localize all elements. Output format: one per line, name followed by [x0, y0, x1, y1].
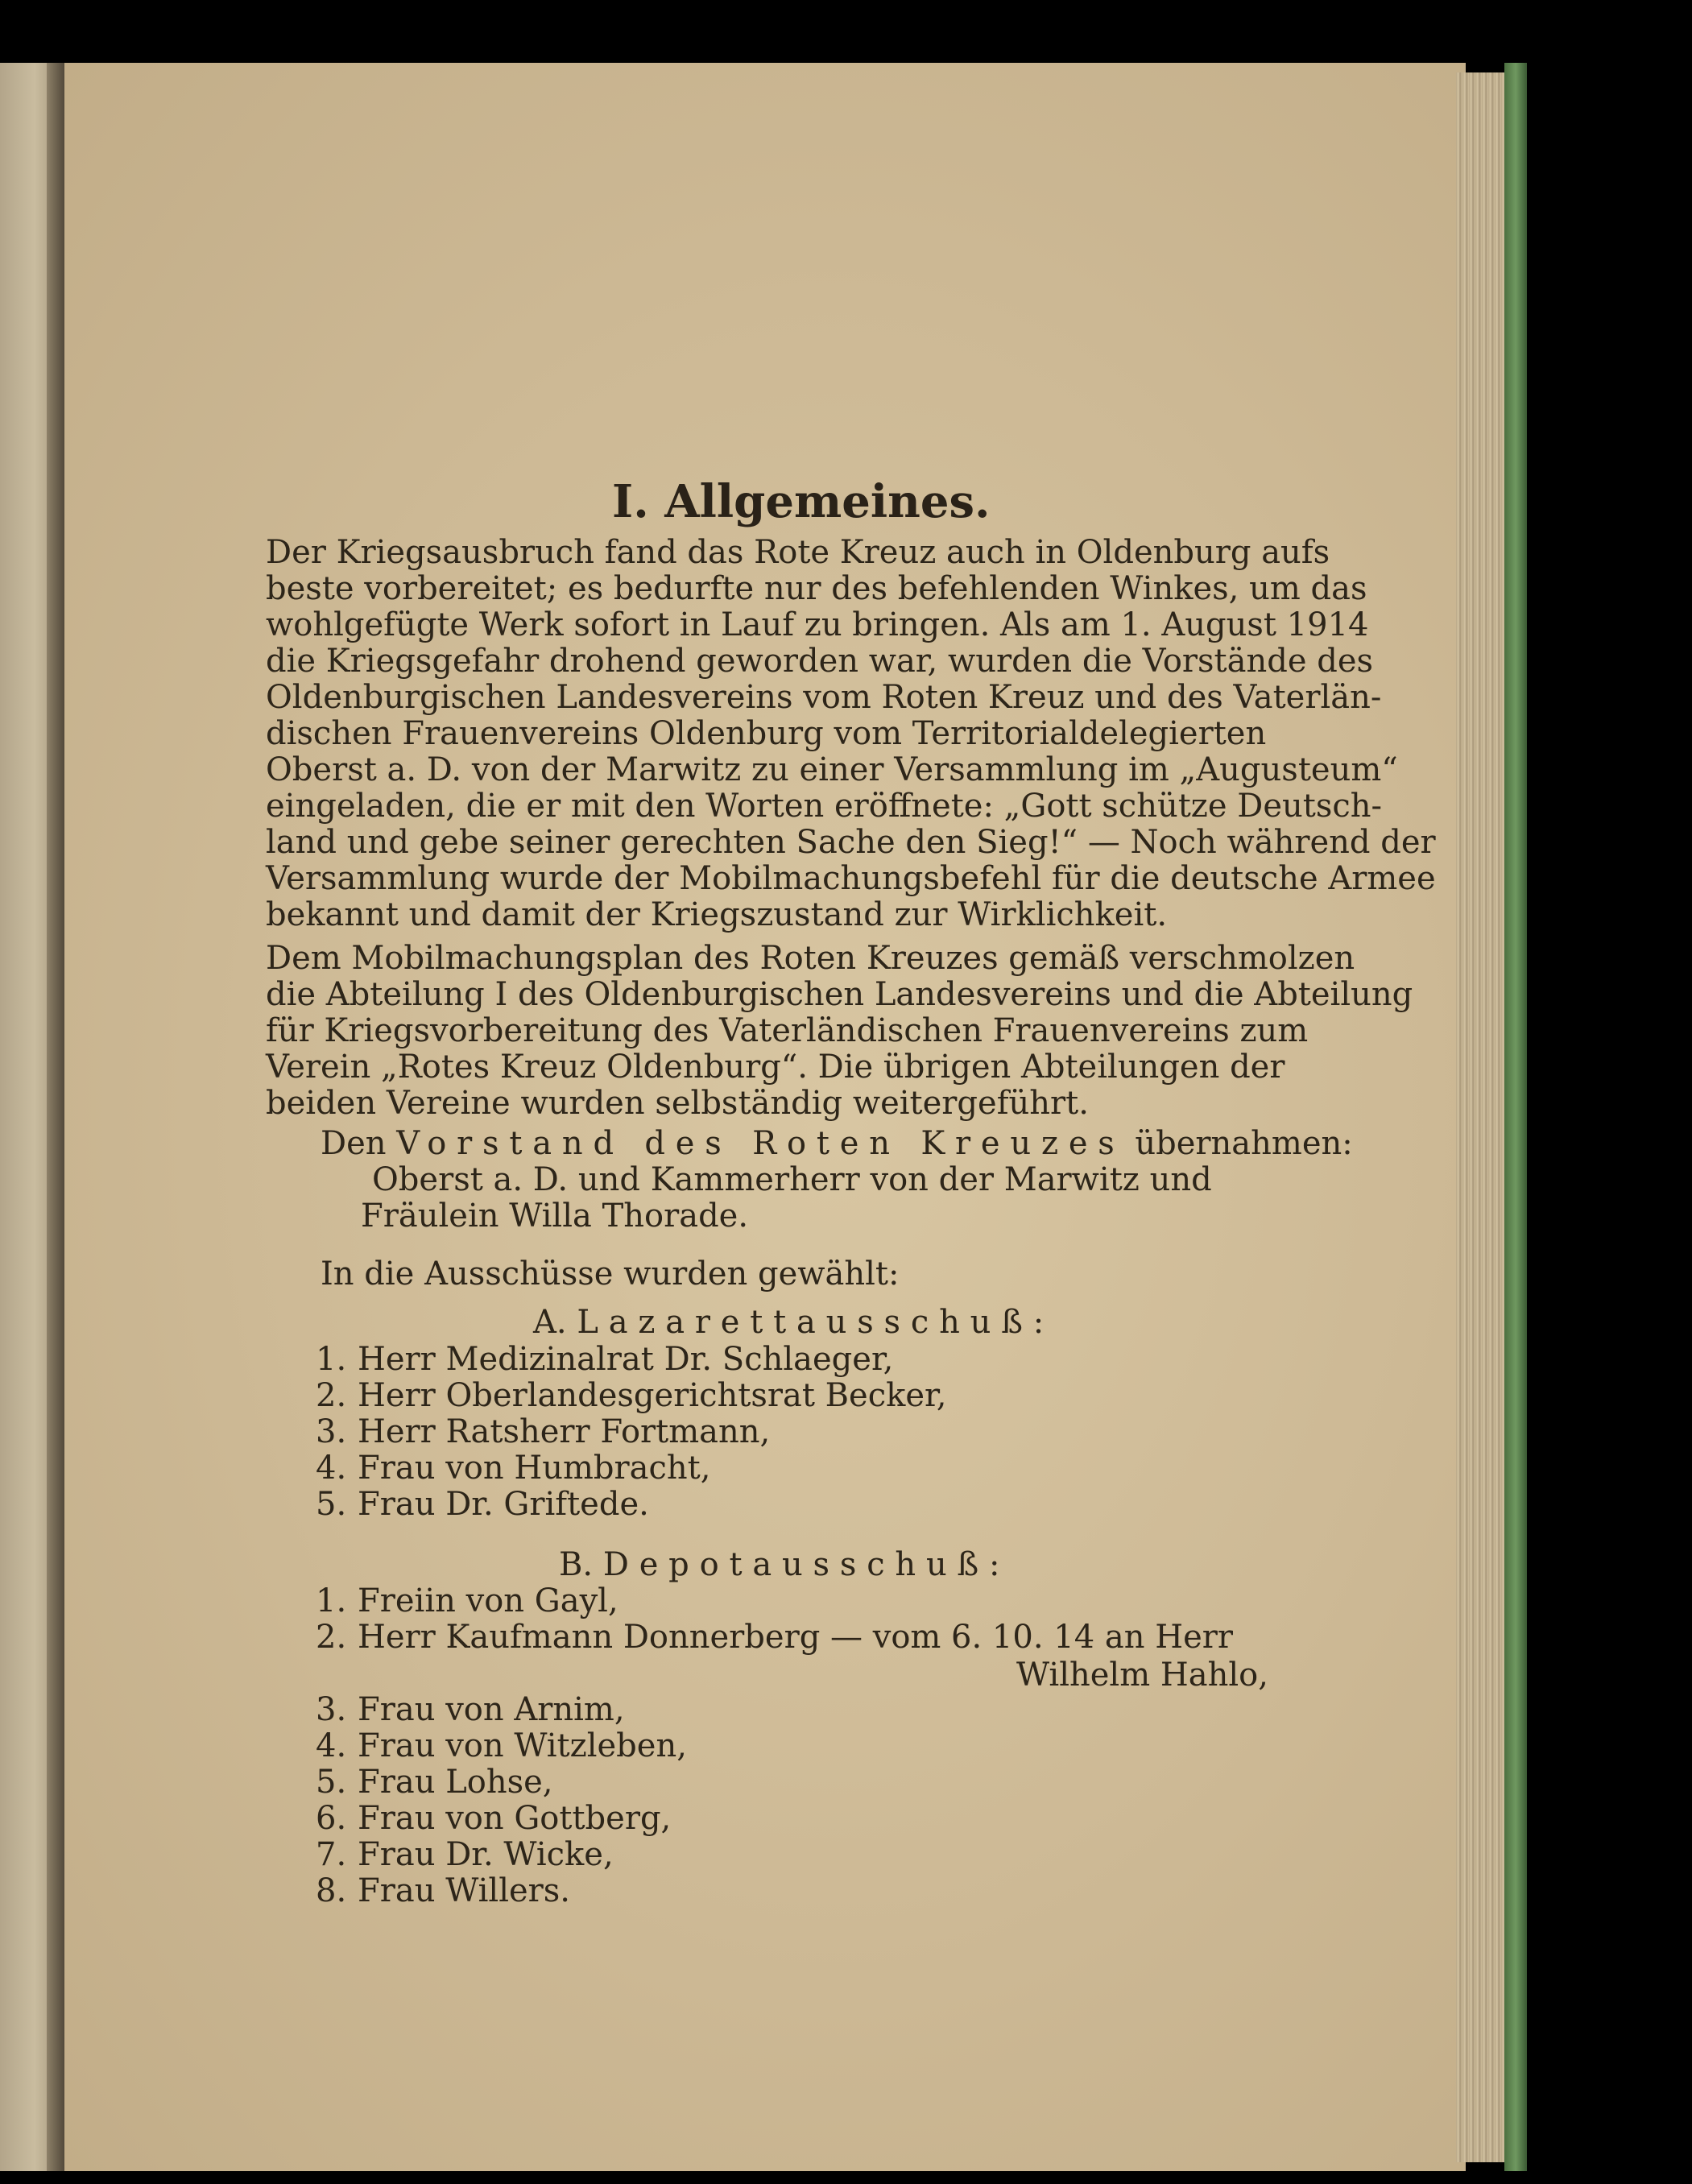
text-line: bekannt und damit der Kriegszustand zur Wirklichkeit.: [266, 896, 1168, 933]
text-line: Der Kriegsausbruch fand das Rote Kreuz auch in Oldenburg aufs: [266, 534, 1330, 571]
committee-a-heading: A. Lazarettausschuß:: [533, 1304, 1054, 1341]
ausschuesse-intro: In die Ausschüsse wurden gewählt:: [321, 1255, 900, 1293]
text-line: dischen Frauenvereins Oldenburg vom Territorialdelegierten: [266, 715, 1267, 752]
vorstand-member-2: Fräulein Willa Thorade.: [361, 1197, 749, 1235]
text-line: eingeladen, die er mit den Worten eröffnete: „Gott schütze Deutsch-: [266, 788, 1383, 825]
list-item-continuation: Wilhelm Hahlo,: [1016, 1657, 1268, 1694]
list-item: 8. Frau Willers.: [316, 1872, 571, 1909]
vorstand-intro: Den Vorstand des Roten Kreuzes übernahmen:: [321, 1125, 1353, 1162]
list-item: 5. Frau Dr. Griftede.: [316, 1486, 649, 1523]
green-cover-edge: [1504, 63, 1527, 2171]
section-title: I. Allgemeines.: [612, 475, 991, 528]
list-item: 1. Freiin von Gayl,: [316, 1582, 618, 1619]
text-line: Verein „Rotes Kreuz Oldenburg“. Die übrigen Abteilungen der: [266, 1049, 1285, 1086]
list-item: 4. Frau von Humbracht,: [316, 1450, 711, 1487]
text-line: die Abteilung I des Oldenburgischen Landesvereins und die Abteilung: [266, 976, 1413, 1013]
text-line: Oberst a. D. von der Marwitz zu einer Versammlung im „Augusteum“: [266, 751, 1398, 788]
list-item: 4. Frau von Witzleben,: [316, 1727, 687, 1764]
vorstand-member-1: Oberst a. D. und Kammerherr von der Marwitz und: [372, 1161, 1212, 1198]
text-line: beste vorbereitet; es bedurfte nur des befehlenden Winkes, um das: [266, 570, 1367, 607]
list-item: 3. Herr Ratsherr Fortmann,: [316, 1413, 771, 1450]
list-item: 2. Herr Oberlandesgerichtsrat Becker,: [316, 1377, 947, 1414]
text-line: Versammlung wurde der Mobilmachungsbefehl für die deutsche Armee: [266, 860, 1436, 897]
text-line: die Kriegsgefahr drohend geworden war, wurden die Vorstände des: [266, 643, 1374, 680]
list-item: 6. Frau von Gottberg,: [316, 1800, 672, 1837]
text-line: Oldenburgischen Landesvereins vom Roten Kreuz und des Vaterlän-: [266, 679, 1382, 716]
list-item: 2. Herr Kaufmann Donnerberg — vom 6. 10. 14 an Herr: [316, 1619, 1233, 1656]
text-line: für Kriegsvorbereitung des Vaterländischen Frauenvereins zum: [266, 1012, 1309, 1049]
text-line: wohlgefügte Werk sofort in Lauf zu bringen. Als am 1. August 1914: [266, 606, 1369, 643]
list-item: 5. Frau Lohse,: [316, 1764, 553, 1801]
text-line: land und gebe seiner gerechten Sache den Sieg!“ — Noch während der: [266, 824, 1436, 861]
list-item: 1. Herr Medizinalrat Dr. Schlaeger,: [316, 1341, 894, 1378]
text-line: Dem Mobilmachungsplan des Roten Kreuzes gemäß verschmolzen: [266, 940, 1355, 977]
list-item: 3. Frau von Arnim,: [316, 1691, 625, 1728]
text-line: beiden Vereine wurden selbständig weitergeführt.: [266, 1085, 1089, 1122]
committee-b-heading: B. Depotausschuß:: [559, 1546, 1011, 1583]
list-item: 7. Frau Dr. Wicke,: [316, 1836, 614, 1873]
